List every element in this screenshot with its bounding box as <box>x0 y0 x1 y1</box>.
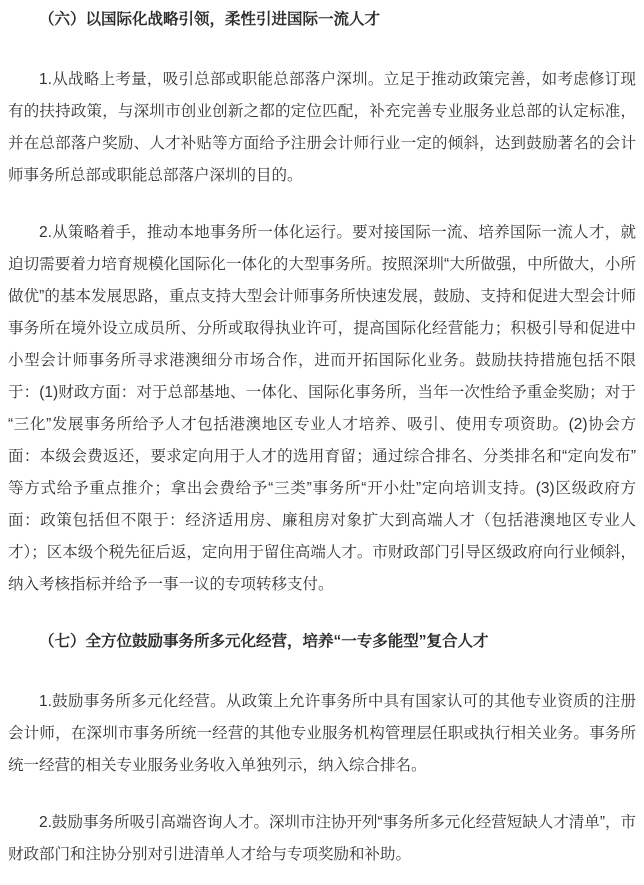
section-heading-6: （六）以国际化战略引领，柔性引进国际一流人才 <box>39 11 381 28</box>
paragraph-7-1: 1.鼓励事务所多元化经营。从政策上允许事务所中具有国家认可的其他专业资质的注册会计师，在深圳市事务所统一经营的其他专业服务机构管理层任职或执行相关业务。事务所统一经营的相关专业服务业务收入单独列示，纳入综合排名。 <box>8 693 636 774</box>
paragraph-7-2: 2.鼓励事务所吸引高端咨询人才。深圳市注协开列“事务所多元化经营短缺人才清单”，市财政部门和注协分别对引进清单人才给与专项奖励和补助。 <box>8 814 636 863</box>
paragraph-6-1: 1.从战略上考量，吸引总部或职能总部落户深圳。立足于推动政策完善，如考虑修订现有的扶持政策，与深圳市创业创新之都的定位匹配，补充完善专业服务业总部的认定标准，并在总部落户奖励、人才补贴等方面给予注册会计师行业一定的倾斜，达到鼓励著名的会计师事务所总部或职能总部落户深圳的目的。 <box>8 71 636 184</box>
section-heading-7: （七）全方位鼓励事务所多元化经营，培养“一专多能型”复合人才 <box>39 633 489 650</box>
paragraph-6-2: 2.从策略着手，推动本地事务所一体化运行。要对接国际一流、培养国际一流人才，就迫切需要着力培育规模化国际化一体化的大型事务所。按照深圳“大所做强，中所做大，小所做优”的基本发展思路，重点支持大型会计师事务所快速发展，鼓励、支持和促进大型会计师事务所在境外设立成员所、分所或取得执业许可，提高国际化经营能力；积极引导和促进中小型会计师事务所寻求港澳细分市场合作，进而开拓国际化业务。鼓励扶持措施包括不限于：(1)财政方面：对于总部基地、一体化、国际化事务所，当年一次性给予重金奖励；对于“三化”发展事务所给予人才包括港澳地区专业人才培养、吸引、使用专项资助。(2)协会方面：本级会费返还，要求定向用于人才的选用育留；通过综合排名、分类排名和“定向发布”等方式给予重点推介；拿出会费给予“三类”事务所“开小灶”定向培训支持。(3)区级政府方面：政策包括但不限于：经济适用房、廉租房对象扩大到高端人才（包括港澳地区专业人才）；区本级个税先征后返，定向用于留住高端人才。市财政部门引导区级政府向行业倾斜，纳入考核指标并给予一事一议的专项转移支付。 <box>8 224 636 593</box>
